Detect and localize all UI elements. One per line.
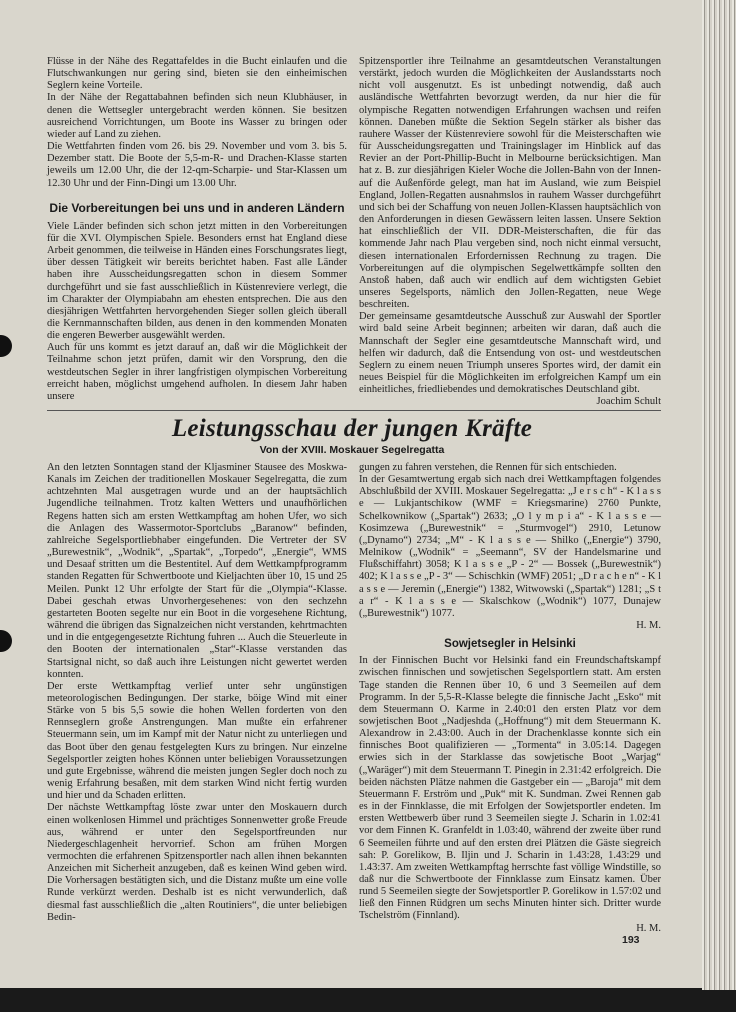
section-heading: Die Vorbereitungen bei uns und in anderen Ländern (49, 200, 345, 215)
paragraph: In der Gesamtwertung ergab sich nach drei Wettkampftagen folgendes Abschlußbild der XVIII. Moskauer Segelregatta: „J e r s c h“ - K l a s s e — Lukjantschikow (WMF = Kriegsmarine) 2760 Punkte, Schelkownikow („Spartak“) 2633; „O l y m p i a“ - K l a s s e — Kosimzewa („Burewestnik“ = „Sturmvogel“) 2910, Letunow („Dynamo“) 2734; „M“ - K l a s s e — Shilko („Energie“) 3790, Melnikow („Wodnik“ = „Seemann“, SV der Handelsmarine und Flußschiffahrt) 3058; K l a s s e „P - 2“ — Bossek („Burewestnik“) 402; K l a s s e „P - 3“ — Schischkin (WMF) 2051; „D r a c h e n“ - K l a s s e — Jeremin („Energie“) 1382, Witwowski („Spartak“) 1281; „S t a r“ - K l a s s e — Skalschkow („Wodnik“) 1077, Dunajew („Burewestnik“) 1077. (359, 474, 662, 619)
paragraph: Der gemeinsame gesamtdeutsche Ausschuß zur Auswahl der Sportler wird bald seine Arbeit beginnen; arbeiten wir daran, daß auch die Mannschaft der Segler eine gesamtdeutsche Mannschaft wird, und helfen wir dadurch, daß die Entsendung von ost- und westdeutschen Seglern zu einem neuen Triumph unseres Sportes wird, der damit ein neues Beispiel für die Möglichkeiten im erfolgreichen Kampf um ein einheitliches, friedliebendes und demokratisches Deutschland gibt. (359, 311, 661, 396)
paragraph: Die Wettfahrten finden vom 26. bis 29. November und vom 3. bis 5. Dezember statt. Die Boote der 5,5-m-R- und Drachen-Klasse starten jeweils um 12.00 Uhr, die der 12-qm-Scharpie- und Star-Klassen um 12.30 Uhr und der Finn-Dingi um 13.00 Uhr. (47, 141, 347, 189)
divider (47, 410, 661, 411)
bottom-right-column (359, 462, 661, 935)
paragraph: Der erste Wettkampftag verlief unter sehr ungünstigen meteorologischen Bedingungen. Der starke, böige Wind mit einer Stärke von 5 bis 5,5 sowie die hohen Wellen forderten von den Rennseglern große Anstrengungen. Man mußte ein erfahrener Steuermann sein, um im Kampf mit der Natur nicht zu unterliegen und das Boot über den genau festgelegten Kurs zu bringen. Nur einzelne Segelsportler zeigten hohes Können unter beliebigen Voraussetzungen und gute Ergebnisse, während die meisten jungen Segler doch noch zu wenig Erfahrung besaßen, mit dem starken Wind nicht fertig wurden und hier und da Schaden erlitten. (47, 680, 347, 802)
paragraph: In der Finnischen Bucht vor Helsinki fand ein Freundschaftskampf zwischen finnischen und sowjetischen Segelsportlern statt. Am ersten Tage standen die Rennen über 10, 6 und 3 Seemeilen auf dem Programm. In der 5,5-R-Klasse belegte die finnische Jacht „Esko“ mit dem Steuermann O. Karme in 2.40:01 den ersten Platz vor dem sowjetischen Boot „Nadjeshda („Hoffnung“) mit dem Steuermann K. Alexandrow in 2.43:00. Auch in der Drachenklasse konnte sich ein finnisches Boot qualifizieren — „Tormenta“ in 3.05:14. Dagegen erwies sich in der Starklasse das sowjetische Boot „Warjag“ („Waräger“) mit dem Steuermann T. Pinegin in 2.31:42 erfolgreich. Die beiden nächsten Plätze nahmen die Gastgeber ein — „Baroja“ mit dem Steuermann F. Erström und „Puk“ mit K. Sundman. Zwei Rennen gab es in der Finnklasse, die mit Erfolgen der Sowjetsportler endeten. Im ersten Wettbewerb über rund 3 Seemeilen siegte J. Scharin in 1.02:41 vor dem Finnen K. Granfeldt in 1.03:40, während der zweite über rund 6 Seemeilen führte und auf den ersten drei Plätzen die Gäste siegreich sah: P. Gorelikow, B. Iljin und J. Scharin in 1.43:28, 1.43:29 und 1.43:37. Am zweiten Wettkampftag herrschte fast völlige Windstille, so daß nur die Schwertboote der Finnklasse zum Einsatz kamen. Über rund 5 Seemeilen siegte der Sowjetsportler P. Gorelikow in 1.57:02 und ließ den Finnen Rüdgren um sechs Minuten hinter sich. Dritter wurde Tschelström (Finnland). (359, 655, 661, 922)
top-left-column (47, 56, 347, 403)
bottom-left-column (47, 462, 347, 924)
paragraph: Viele Länder befinden sich schon jetzt mitten in den Vorbereitungen für die XVI. Olympischen Spiele. Besonders ernst hat England diese Arbeit genommen, die teilweise in Händen eines Forschungsrates liegt, über dessen Tätigkeit wir bereits berichtet haben. Fast alle Länder haben ihre Ausscheidungsregatten schon in diesem Sommer durchgeführt und sie fast ausschließlich in Küstenreviere verlegt, die im Charakter der Olympiabahn am ehesten entsprechen. Die aus den diesjährigen Wettfahrten hervorgehenden Sieger sollen gleich überall die Kernmannschaften bilden, aus denen in den kommenden Monaten die engeren Bewerber ausgewählt werden. (47, 220, 347, 342)
paragraph: Flüsse in der Nähe des Regattafeldes in die Bucht einlaufen und die Flutschwankungen nur gering sind, bieten sie den einheimischen Seglern keine Vorteile. (47, 56, 347, 92)
binding-hole (0, 335, 12, 357)
paragraph: An den letzten Sonntagen stand der Kljasminer Stausee des Moskwa-Kanals im Zeichen der traditionellen Moskauer Segelregatta, die zum achtzehnten Mal ausgetragen wurde und an der hauptsächlich Jugendliche teilnahmen. Trotz kalten Wetters und unaufhörlichen Regens hatten sich am ersten Wettkampftag am hohen Ufer, wo sich die Anlagen des Wassermotor-Sportclubs „Baranow“ befinden, zahlreiche Segelsportliebhaber eingefunden. Die Vertreter der SV „Burewestnik“, „Wodnik“, „Spartak“, „Torpedo“, „Energie“, WMS und Desaaf stritten um die Bestentitel. Auf dem Wettkampfprogramm standen Regatten für Schwertboote und Kieljachten über 10, 15 und 25 Meilen. Punkt 12 Uhr erfolgte der Start für die „Olympia“-Klasse. Dabei geschah etwas Unvorhergesehenes: von den sechzehn gestarteten Booten segelte nur ein Boot in die vorgesehene Richtung, während die übrigen das Signalzeichen nicht verstanden, kehrtmachten und in die entgegengesetzte Richtung fuhren ... Auch die Steuerleute in den Booten der internationalen „Star“-Klasse verstanden das Startsignal nicht, so daß auch ihre Leistungen nicht gewertet werden konnten. (47, 462, 347, 680)
top-right-column (359, 56, 661, 409)
section-heading: Sowjetsegler in Helsinki (444, 638, 576, 651)
page-number: 193 (622, 934, 640, 946)
paragraph: Spitzensportler ihre Teilnahme an gesamtdeutschen Veranstaltungen verstärkt, jedoch wurden die Möglichkeiten der Auslandsstarts noch nicht voll ausgenutzt. Es ist unbedingt notwendig, daß auch ausländische Wettfahrten bevorzugt werden, da nur hier die für olympische Regatten notwendigen Erfahrungen wachsen und reifen können. Daneben müßte die Sektion Segeln stärker als bisher das rauhere Wasser der Küstenreviere sowohl für die Meisterschaften wie für Ausscheidungsregatten und Trainingslager im Hinblick auf das Revier an der Port-Phillip-Bucht in Melbourne berücksichtigen. Man hat z. B. zur diesjährigen Kieler Woche die Jollen-Bahn von der Innen- auf die Außenförde gelegt, man hat im Ausland, wie zum Beispiel England, Jollen-Regatten ausnahmslos in rauhem Wasser durchgeführt und sich bei der Schaffung von neuen Jollen-Klassen hauptsächlich von den Anforderungen in diesen Gewässern leiten lassen. Unsere Sektion hat einschließlich der VII. DDR-Meisterschaften, die für das kommende Jahr nach Plau vergeben sind, noch nicht einmal versucht, diesen internationalen Erfordernissen Rechnung zu tragen. Die Vorbereitungen auf die olympischen Segelwettkämpfe sollten den Anstoß haben, daß auch wir endlich auf dem wichtigsten Gebiet unseres Segelsports, nämlich den Jollen-Regatten, neue Wege beschreiten. (359, 56, 661, 311)
binding-hole (0, 630, 12, 652)
author-signature: H. M. (636, 620, 661, 632)
article-title: Leistungsschau der jungen Kräfte (171, 415, 533, 442)
paragraph: gungen zu fahren verstehen, die Rennen für sich entschieden. (359, 462, 617, 473)
paragraph: In der Nähe der Regattabahnen befinden sich neun Klubhäuser, in denen die Wettsegler untergebracht werden können. Sie besitzen ausreichend Vorrichtungen, um Boote ins Wasser zu bringen oder wieder auf Land zu ziehen. (47, 92, 347, 140)
author-signature: H. M. (636, 922, 661, 934)
article-subtitle: Von der XVIII. Moskauer Segelregatta (259, 444, 445, 456)
paragraph: Auch für uns kommt es jetzt darauf an, daß wir die Möglichkeit der Teilnahme schon jetzt prüfen, damit wir den Vorsprung, den die westdeutschen Segler in ihrer langfristigen olympischen Vorbereitung erreicht haben, möglichst umgehend aufholen. In diesem Jahr haben unsere (47, 342, 347, 402)
paragraph: Der nächste Wettkampftag löste zwar unter den Moskauern durch einen wolkenlosen Himmel und prächtiges Sonnenwetter große Freude aus, während er unter den Segelsportfreunden nur Niedergeschlagenheit hervorrief. Schon am frühen Morgen vermochten die erfahrenen Spitzensportler nach allen ihnen bekannten Anzeichen mit Sicherheit anzugeben, daß es keinen Wind geben wird. Die Vorhersagen bestätigten sich, und die Distanz mußte um eine volle Runde verkürzt werden. Deshalb ist es nicht verwunderlich, daß diesmal fast ausschließlich die „alten Routiniers“, die unter beliebigen Bedin- (47, 802, 347, 923)
page-stack-edge (702, 0, 736, 990)
author-signature: Joachim Schult (596, 396, 661, 408)
